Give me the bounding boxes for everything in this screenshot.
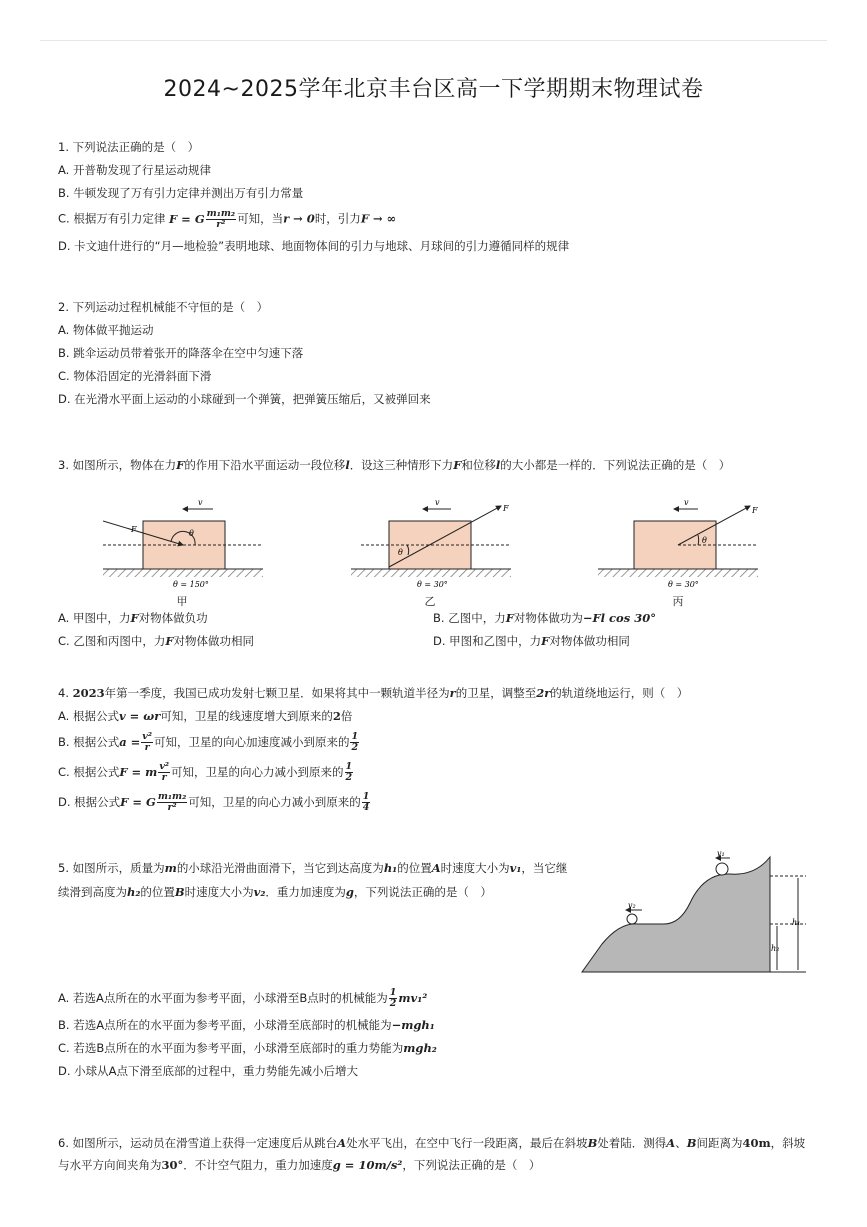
q1-option-c xyxy=(58,209,818,230)
q3-caption-yi: 乙 xyxy=(424,595,436,608)
q3-fig1-v: v xyxy=(198,498,203,507)
q3-figure-jia xyxy=(103,481,273,591)
q3-fig3-angle: θ = 30° xyxy=(668,580,699,589)
q3-caption-bing: 丙 xyxy=(672,595,684,608)
page-title: 2024~2025学年北京丰台区高一下学期期末物理试卷 xyxy=(163,77,704,102)
q3-caption-jia: 甲 xyxy=(176,595,188,608)
q5-fig-v2: v₂ xyxy=(628,901,636,910)
q1-c-limit: r → 0 xyxy=(283,211,315,226)
q4-option-d: D. 根据公式F = G $\frac{\text{m₁m₂}}{\text{r²}}$ 可知，卫星的向心力减小到原来的 $\frac{1}{4}$ xyxy=(58,791,370,813)
q2-option-a: A. 物体做平抛运动 xyxy=(58,323,154,337)
q5-fig-v1: v₁ xyxy=(717,849,725,858)
q2-option-d: D. 在光滑水平面上运动的小球碰到一个弹簧，把弹簧压缩后，又被弹回来 xyxy=(58,392,431,406)
q1-c-result: F → ∞ xyxy=(360,211,397,226)
q3-fig2-f: F xyxy=(503,504,509,513)
question-2 xyxy=(58,300,818,415)
q5-stem: 5. 如图所示，质量为m的小球沿光滑曲面滑下，当它到达高度为h₁的位置A时速度大小为v₁，当它继续滑到高度为h₂的位置B时速度大小为v₂．重力加速度为g，下列说法正确的是（ ） xyxy=(58,861,568,899)
q3-option-a: A. 甲图中，力F对物体做负功 xyxy=(58,611,208,625)
question-5 xyxy=(58,856,578,913)
q6-stem: 6. 如图所示，运动员在滑雪道上获得一定速度后从跳台A处水平飞出，在空中飞行一段距离，最后在斜坡B处着陆．测得A、B间距离为40m，斜坡 与水平方向间夹角为30°．不计空气阻力，重力加速度g = 10m/s²，下列说法正确的是（ ） xyxy=(58,1136,806,1172)
q3-fig1-f: F xyxy=(131,525,137,534)
question-4 xyxy=(58,686,818,822)
q3-fig3-f: F xyxy=(752,506,758,515)
q3-figure-bing xyxy=(598,481,768,591)
q3-fig3-v: v xyxy=(684,498,689,507)
q5-option-d: D. 小球从A点下滑至底部的过程中，重力势能先减小后增大 xyxy=(58,1064,359,1078)
q3-fig2-v: v xyxy=(435,498,440,507)
q5-option-b: B. 若选A点所在的水平面为参考平面，小球滑至底部时的机械能为−mgh₁ xyxy=(58,1018,435,1032)
q3-fig3-theta: θ xyxy=(702,536,707,545)
q3-option-d: D. 甲图和乙图中，力F对物体做功相同 xyxy=(433,634,630,648)
q4-option-c: C. 根据公式F = m $\frac{\text{v²}}{r}$ 可知，卫星的向心力减小到原来的 $\frac{1}{2}$ xyxy=(58,761,353,783)
q1-c-mid2: 时，引力 xyxy=(314,211,361,226)
q3-fig2-theta: θ xyxy=(398,548,403,557)
question-6 xyxy=(58,1132,818,1185)
q4-option-b: B. 根据公式a = $\frac{\text{v²}}{r}$ 可知，卫星的向心加速度减小到原来的 $\frac{1}{2}$ xyxy=(58,731,359,753)
q1-c-text: C. 根据万有引力定律 xyxy=(58,211,166,226)
q1-option-b: B. 牛顿发现了万有引力定律并测出万有引力常量 xyxy=(58,186,304,200)
q1-c-formula: F = G $\frac{\text{m₁m₂}}{\text{r²}}$ xyxy=(169,208,236,230)
q3-figures xyxy=(58,481,818,608)
q3-fig1-angle: θ = 150° xyxy=(173,580,209,589)
q3-option-c: C. 乙图和丙图中，力F对物体做功相同 xyxy=(58,634,255,648)
top-divider xyxy=(40,40,827,41)
q5-figure xyxy=(580,848,810,978)
q2-stem: 2. 下列运动过程机械能不守恒的是（ ） xyxy=(58,300,269,314)
q3-figure-yi xyxy=(351,481,521,591)
q2-option-b: B. 跳伞运动员带着张开的降落伞在空中匀速下落 xyxy=(58,346,304,360)
q3-fig2-angle: θ = 30° xyxy=(417,580,448,589)
q3-fig1-theta: θ xyxy=(189,529,194,538)
q5-fig-h1: h₁ xyxy=(792,918,801,927)
q1-option-d: D. 卡文迪什进行的“月—地检验”表明地球、地面物体间的引力与地球、月球间的引力遵循同样的规律 xyxy=(58,239,570,253)
q3-option-b: B. 乙图中，力F对物体做功为−Fl cos 30° xyxy=(433,611,656,625)
question-3 xyxy=(58,458,818,648)
q5-option-a: A. 若选A点所在的水平面为参考平面，小球滑至B点时的机械能为 $\frac{1}{2}$ mv₁² xyxy=(58,987,428,1009)
q4-option-a: A. 根据公式v = ωr可知，卫星的线速度增大到原来的2倍 xyxy=(58,709,353,723)
q3-options xyxy=(58,611,818,648)
q5-option-c: C. 若选B点所在的水平面为参考平面，小球滑至底部时的重力势能为mgh₂ xyxy=(58,1041,437,1055)
question-5-options xyxy=(58,988,818,1087)
q1-c-mid: 可知，当 xyxy=(237,211,284,226)
q4-stem: 4. 2023年第一季度，我国已成功发射七颗卫星．如果将其中一颗轨道半径为r的卫星，调整至2r的轨道绕地运行，则（ ） xyxy=(58,686,689,700)
q5-fig-h2: h₂ xyxy=(771,944,780,953)
q1-option-a: A. 开普勒发现了行星运动规律 xyxy=(58,163,211,177)
q2-option-c: C. 物体沿固定的光滑斜面下滑 xyxy=(58,369,212,383)
q1-stem: 1. 下列说法正确的是（ ） xyxy=(58,140,200,154)
q3-stem: 3. 如图所示，物体在力F的作用下沿水平面运动一段位移l．设这三种情形下力F和位移l的大小都是一样的．下列说法正确的是（ ） xyxy=(58,458,731,472)
question-1 xyxy=(58,140,818,262)
